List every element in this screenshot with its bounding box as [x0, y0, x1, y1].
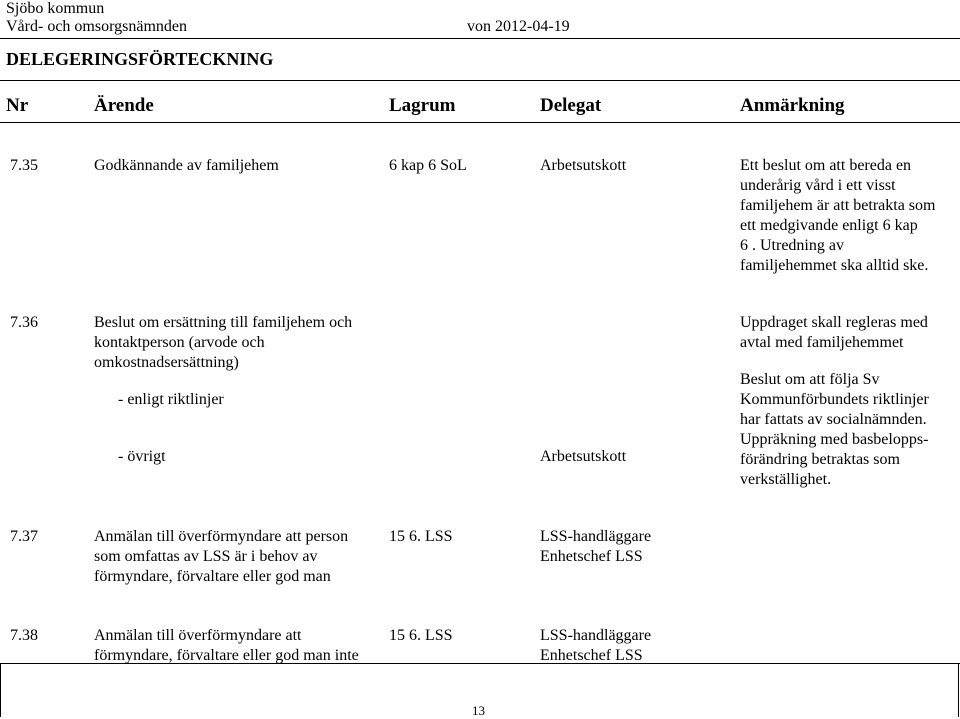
row-lagrum: 15 6. LSS: [389, 627, 453, 644]
row-nr: 7.37: [10, 528, 38, 545]
row-anmarkning-line: Kommunförbundets riktlinjer: [740, 391, 929, 408]
row-anmarkning-line: förändring betraktas som: [740, 451, 900, 468]
row-arende-line: Anmälan till överförmyndare att: [94, 627, 302, 644]
row-arende-line: kontaktperson (arvode och: [94, 334, 265, 351]
row-anmarkning-line: ett medgivande enligt 6 kap: [740, 217, 918, 234]
org-name: Sjöbo kommun: [6, 0, 105, 17]
row-anmarkning-line: familjehem är att betrakta som: [740, 197, 936, 214]
row-anmarkning-line: Uppräkning med basbelopps-: [740, 431, 929, 448]
row-anmarkning-line: avtal med familjehemmet: [740, 334, 904, 351]
row-arende-line: förmyndare, förvaltare eller god man: [94, 568, 331, 585]
header-rule: [0, 38, 960, 39]
document-date: von 2012-04-19: [467, 18, 570, 35]
column-header-delegat: Delegat: [540, 95, 602, 116]
row-nr: 7.35: [10, 157, 38, 174]
row-anmarkning-line: underårig vård i ett visst: [740, 177, 896, 194]
row-anmarkning-line: Beslut om att följa Sv: [740, 371, 880, 388]
row-anmarkning-line: 6 . Utredning av: [740, 237, 844, 254]
row-lagrum: 6 kap 6 SoL: [389, 157, 467, 174]
column-header-lagrum: Lagrum: [389, 95, 456, 116]
row-sub-item: - övrigt: [118, 448, 166, 465]
row-sub-item: - enligt riktlinjer: [118, 391, 224, 408]
row-delegat: LSS-handläggare: [540, 627, 652, 644]
row-delegat: Enhetschef LSS: [540, 647, 643, 664]
page-number: 13: [472, 703, 485, 718]
page-left-edge: [0, 663, 1, 717]
row-anmarkning-line: Ett beslut om att bereda en: [740, 157, 912, 174]
title-rule: [0, 80, 960, 81]
row-arende-line: som omfattas av LSS är i behov av: [94, 548, 318, 565]
row-anmarkning-line: har fattats av socialnämnden.: [740, 411, 927, 428]
column-header-arende: Ärende: [94, 95, 154, 116]
row-anmarkning-line: familjehemmet ska alltid ske.: [740, 257, 929, 274]
row-arende-line: förmyndare, förvaltare eller god man inte: [94, 647, 359, 664]
row-anmarkning-line: Uppdraget skall regleras med: [740, 314, 928, 331]
page-right-edge: [958, 663, 959, 717]
row-arende-line: omkostnadsersättning): [94, 354, 239, 371]
row-delegat: Enhetschef LSS: [540, 548, 643, 565]
row-delegat: Arbetsutskott: [540, 157, 627, 174]
document-title: DELEGERINGSFÖRTECKNING: [6, 49, 274, 69]
row-nr: 7.36: [10, 314, 38, 331]
column-header-rule: [0, 122, 960, 123]
row-delegat: Arbetsutskott: [540, 448, 627, 465]
row-anmarkning-line: verkställighet.: [740, 471, 832, 488]
row-nr: 7.38: [10, 627, 38, 644]
row-arende-line: Beslut om ersättning till familjehem och: [94, 314, 353, 331]
committee-name: Vård- och omsorgsnämnden: [6, 18, 187, 35]
column-header-anmarkning: Anmärkning: [740, 95, 845, 116]
table-bottom-rule: [0, 663, 960, 664]
row-arende-line: Anmälan till överförmyndare att person: [94, 528, 349, 545]
row-delegat: LSS-handläggare: [540, 528, 652, 545]
row-lagrum: 15 6. LSS: [389, 528, 453, 545]
column-header-nr: Nr: [6, 95, 29, 116]
row-arende-line: Godkännande av familjehem: [94, 157, 279, 174]
